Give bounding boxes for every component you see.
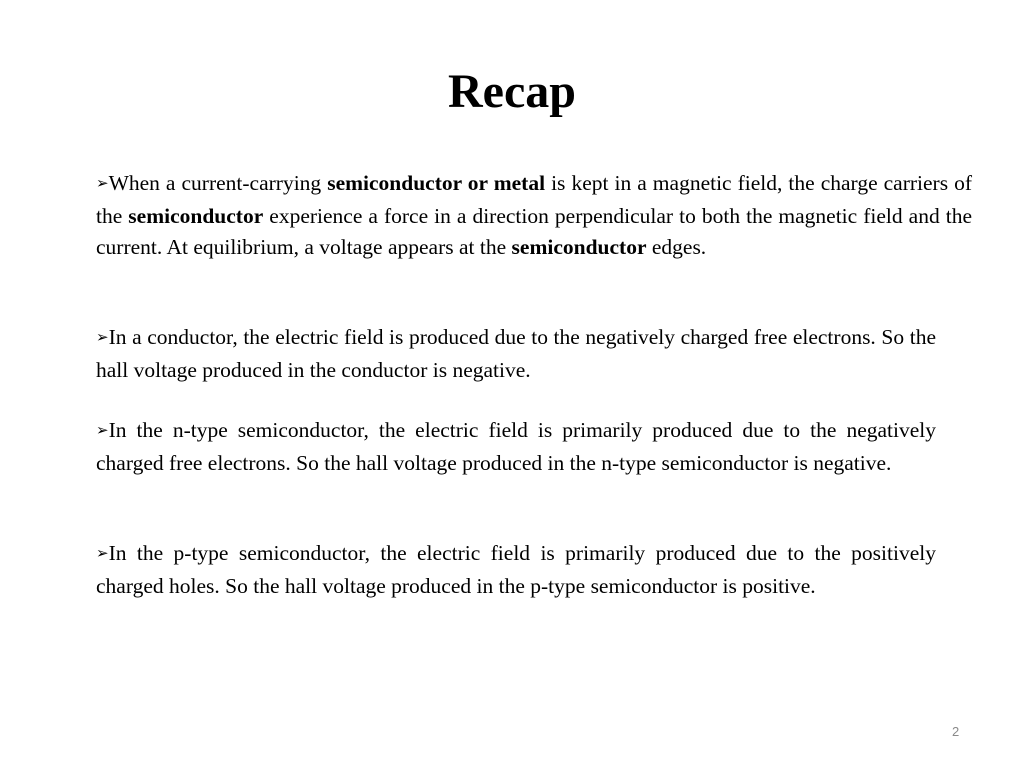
bullet-2: [96, 322, 936, 386]
arrow-bullet-icon: ➢: [96, 174, 109, 192]
bullet-text-bold: semiconductor or metal: [327, 171, 546, 195]
bullet-4: [96, 538, 936, 602]
bullet-text-segment: edges.: [646, 235, 707, 259]
bullet-text-bold: semiconductor: [128, 204, 264, 228]
arrow-bullet-icon: ➢: [96, 544, 109, 562]
arrow-bullet-icon: ➢: [96, 421, 109, 439]
page-number: 2: [952, 724, 960, 739]
bullet-text-segment: In the n-type semiconductor, the electric field is primarily produced due to the negatively charged free electrons. So the hall voltage produced in the n-type semiconductor is negative.: [96, 418, 936, 475]
bullet-1: [96, 168, 972, 263]
bullet-3: [96, 415, 936, 479]
slide-title: Recap: [448, 65, 576, 118]
bullet-text-segment: When a current-carrying: [108, 171, 328, 195]
bullet-text-bold: semiconductor: [511, 235, 647, 259]
bullet-text-segment: In the p-type semiconductor, the electric field is primarily produced due to the positively charged holes. So the hall voltage produced in the p-type semiconductor is positive.: [96, 541, 936, 598]
bullet-text-segment: In a conductor, the electric field is produced due to the negatively charged free electrons. So the hall voltage produced in the conductor is negative.: [96, 325, 936, 382]
arrow-bullet-icon: ➢: [96, 328, 109, 346]
bullet-text-segment: is kept in a magnetic field, the charge carriers of the: [96, 171, 973, 228]
bullet-text-segment: experience a force in a direction perpendicular to both the magnetic field and the current. At equilibrium, a voltage appears at the: [96, 204, 972, 259]
